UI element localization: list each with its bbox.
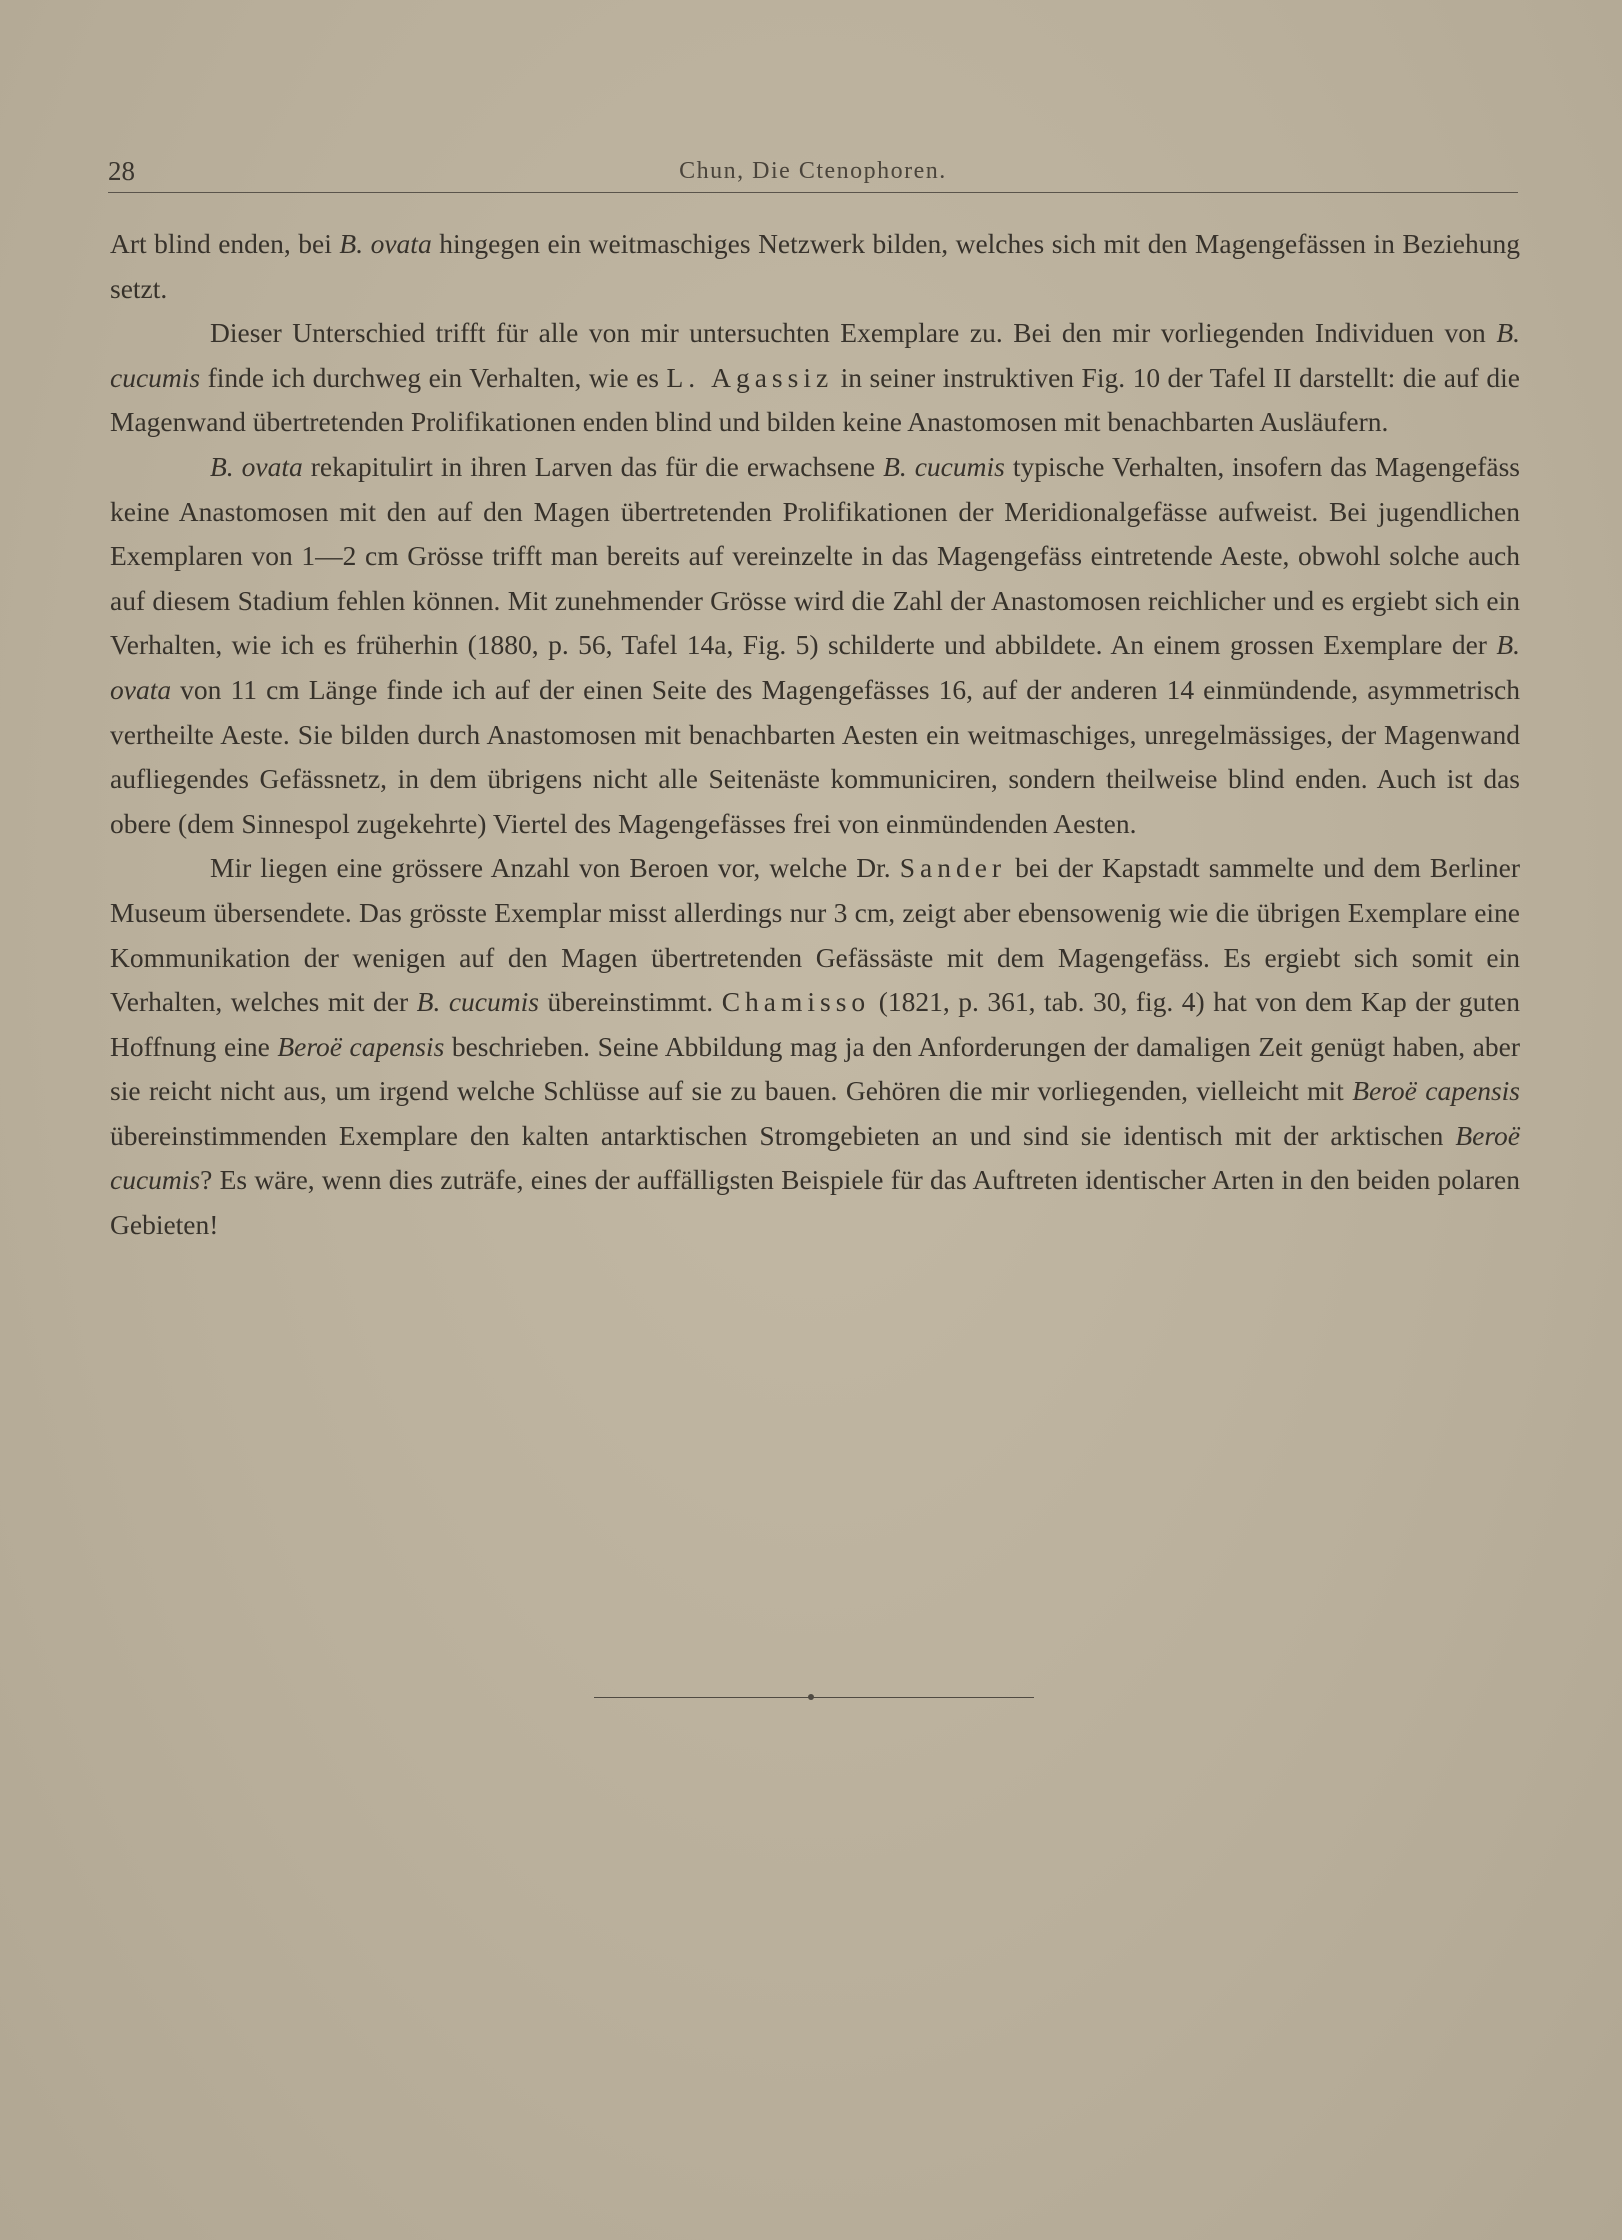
- species-name: B. cucumis: [883, 450, 1005, 482]
- text-run: rekapitulirt in ihren Larven das für die erwachsene: [302, 450, 884, 482]
- author-name: Sander: [899, 852, 1007, 884]
- species-name: Beroë capensis: [277, 1030, 445, 1062]
- species-name: B. ovata: [210, 450, 303, 482]
- species-name: B. ovata: [110, 629, 1520, 705]
- paragraph-3: [110, 445, 1520, 846]
- species-name: Beroë cucumis: [110, 1119, 1520, 1196]
- text-run: übereinstimmt.: [538, 986, 722, 1018]
- text-run: in seiner instruktiven Fig. 10 der Tafel II darstellt: die auf die Magenwand übertretenden Prolifikationen enden blind und bilden keine Anastomosen mit benachbarten Ausläufern.: [110, 361, 1520, 438]
- text-run: beschrieben. Seine Abbildung mag ja den Anforderungen der damaligen Zeit genügt haben, aber sie reicht nicht aus, um irgend welche Schlüsse auf sie zu bauen. Gehören die mir vorliegenden, vielleicht mit: [110, 1030, 1520, 1107]
- text-run: Dieser Unterschied trifft für alle von mir untersuchten Exemplare zu. Bei den mir vorliegenden Individuen von: [210, 317, 1497, 349]
- section-end-rule: [594, 1697, 1034, 1698]
- species-name: Beroë capensis: [1352, 1075, 1520, 1107]
- text-run: ? Es wäre, wenn dies zuträfe, eines der auffälligsten Beispiele für das Auftreten identischer Arten in den beiden polaren Gebieten!: [110, 1164, 1520, 1241]
- paragraph-4: [110, 846, 1520, 1247]
- text-run: von 11 cm Länge finde ich auf der einen Seite des Magengefässes 16, auf der anderen 14 einmündende, asymmetrisch vertheilte Aeste. Sie bilden durch Anastomosen mit benachbarten Aesten ein weitmaschiges, unregelmässiges, der Magenwand aufliegendes Gefässnetz, in dem übrigens nicht alle Seitenäste kommuniciren, sondern theilweise blind enden. Auch ist das obere (dem Sinnespol zugekehrte) Viertel des Magengefässes frei von einmündenden Aesten.: [110, 673, 1520, 839]
- running-title: Chun, Die Ctenophoren.: [679, 158, 947, 184]
- body-text: [110, 222, 1520, 1248]
- text-run: Art blind enden, bei: [110, 228, 340, 259]
- text-run: Mir liegen eine grössere Anzahl von Beroen vor, welche Dr.: [210, 852, 900, 884]
- text-run: finde ich durchweg ein Verhalten, wie es: [200, 361, 667, 393]
- species-name: B. cucumis: [416, 986, 539, 1018]
- rule-dot: [808, 1694, 814, 1700]
- running-head: [108, 152, 1518, 193]
- text-run: bei der Kapstadt sammelte und dem Berliner Museum übersendete. Das grösste Exemplar misst allerdings nur 3 cm, zeigt aber ebensowenig wie die übrigen Exemplare eine Kommunikation der wenigen auf den Magen übertretenden Gefässäste mit dem Magengefäss. Es ergiebt sich somit ein Verhalten, welches mit der: [110, 852, 1521, 1018]
- author-name: Chamisso: [721, 986, 871, 1018]
- species-name: B. ovata: [339, 228, 432, 259]
- paragraph-1: [110, 222, 1520, 311]
- page-number: 28: [108, 156, 135, 186]
- text-run: (1821, p. 361, tab. 30, fig. 4) hat von dem Kap der guten Hoffnung eine: [110, 986, 1520, 1062]
- author-name: L. Agassiz: [666, 361, 834, 393]
- text-run: hingegen ein weitmaschiges Netzwerk bilden, welches sich mit den Magengefässen in Beziehung setzt.: [110, 228, 1520, 304]
- text-run: übereinstimmenden Exemplare den kalten antarktischen Stromgebieten an und sind sie identisch mit der arktischen: [110, 1119, 1456, 1151]
- text-run: typische Verhalten, insofern das Magengefäss keine Anastomosen mit den auf den Magen übertretenden Prolifikationen der Meridionalgefässe aufweist. Bei jugendlichen Exemplaren von 1—2 cm Grösse trifft man bereits auf vereinzelte in das Magengefäss eintretende Aeste, obwohl solche auch auf diesem Stadium fehlen können. Mit zunehmender Grösse wird die Zahl der Anastomosen reichlicher und es ergiebt sich ein Verhalten, wie ich es früherhin (1880, p. 56, Tafel 14a, Fig. 5) schilderte und abbildete. An einem grossen Exemplare der: [110, 450, 1520, 661]
- paragraph-2: [110, 311, 1520, 445]
- species-name: B. cucumis: [110, 317, 1520, 393]
